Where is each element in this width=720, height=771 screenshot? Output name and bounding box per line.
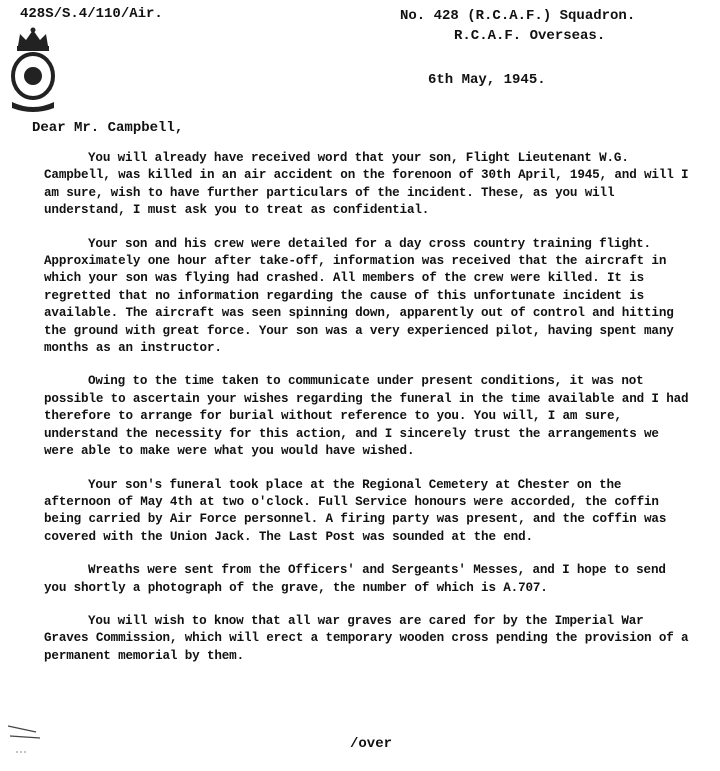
- squadron-line-1: No. 428 (R.C.A.F.) Squadron.: [400, 8, 636, 24]
- pen-mark-icon: [6, 718, 46, 758]
- paragraph-2: Your son and his crew were detailed for a day cross country training flight. Approximately one hour after take-off, information was received that the aircraft in which your son was flying had crashed. All members of the crew were killed. It is regretted that no information regarding the cause of this unfortunate incident is available. The aircraft was seen spinning down, apparently out of control and hitting the ground with great force. Your son was a very experienced pilot, having spent many months as an instructor.: [44, 236, 674, 356]
- reference-number: 428S/S.4/110/Air.: [20, 6, 163, 22]
- salutation: Dear Mr. Campbell,: [32, 120, 184, 136]
- letter-body: [44, 150, 694, 681]
- paragraph-1: You will already have received word that your son, Flight Lieutenant W.G. Campbell, was killed in an air accident on the forenoon of 30th April, 1945, and will I am sure, wish to have further particulars of the incident. These, as you will understand, I must ask you to treat as confidential.: [44, 151, 689, 218]
- paragraph-4: Your son's funeral took place at the Regional Cemetery at Chester on the afternoon of May 4th at two o'clock. Full Service honours were accorded, the coffin being carried by Air Force personnel. A firing party was present, and the coffin was covered with the Union Jack. The Last Post was sounded at the end.: [44, 477, 667, 544]
- paragraph-3: Owing to the time taken to communicate under present conditions, it was not possible to ascertain your wishes regarding the funeral in the time available and I had therefore to arrange for burial without reference to you. You will, I am sure, understand the necessity for this action, and I sincerely trust the arrangements we were able to make were what you would have wished.: [44, 374, 689, 459]
- continuation-note: /over: [350, 736, 393, 752]
- paragraph-6: You will wish to know that all war graves are cared for by the Imperial War Graves Commission, which will erect a temporary wooden cross pending the provision of a permanent memorial by them.: [44, 613, 689, 663]
- squadron-crest-icon: [6, 26, 60, 112]
- squadron-line-2: R.C.A.F. Overseas.: [454, 28, 606, 44]
- paragraph-5: Wreaths were sent from the Officers' and Sergeants' Messes, and I hope to send you shortly a photograph of the grave, the number of which is A.707.: [44, 563, 666, 595]
- letter-date: 6th May, 1945.: [428, 72, 546, 88]
- squadron-address: [400, 6, 635, 46]
